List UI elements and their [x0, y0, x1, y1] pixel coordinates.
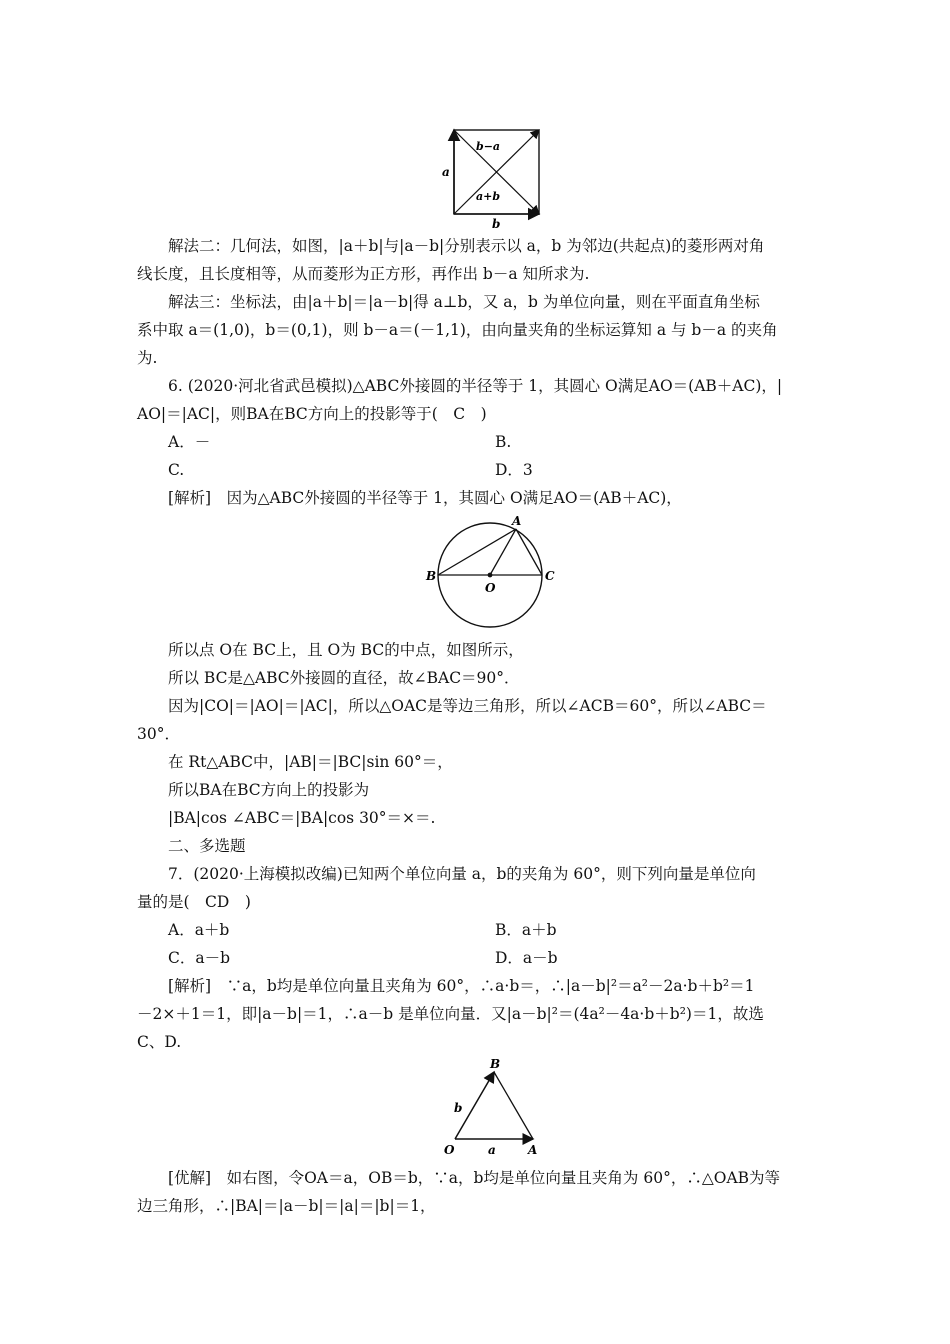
point-label-b: B	[426, 569, 437, 583]
question-6-analysis-line-7: 所以BA在BC方向上的投影为	[168, 781, 370, 799]
side-label-a: a	[442, 165, 450, 179]
question-6-analysis-line-8: |BA|cos ∠ABC＝|BA|cos 30°＝×＝.	[168, 809, 436, 827]
point-label-c: C	[545, 569, 555, 583]
section-heading-multiple-choice: 二、多选题	[168, 837, 246, 855]
question-7-analysis-line-3: C、D.	[137, 1033, 182, 1051]
chord-ba	[438, 529, 516, 575]
question-7-option-b: B．a＋b	[495, 921, 557, 939]
solution-two-line-1: 解法二：几何法，如图，|a＋b|与|a－b|分别表示以 a，b 为邻边(共起点)的菱形两对角	[168, 237, 765, 255]
point-label-a: A	[528, 1143, 538, 1157]
question-6-option-b: B.	[495, 433, 512, 451]
diag-label-a-plus-b: a+b	[476, 190, 501, 203]
side-label-a: a	[488, 1143, 496, 1157]
question-7-analysis-line-1: [解析] ∵a，b均是单位向量且夹角为 60°，∴a·b＝，∴|a－b|²＝a²－2a·b＋b²＝1	[168, 977, 755, 995]
side-label-b: b	[492, 217, 501, 230]
question-6-line-2: AO|＝|AC|，则BA在BC方向上的投影等于( C )	[137, 405, 487, 423]
question-7-option-d: D．a－b	[495, 949, 558, 967]
question-6-analysis-line-5: 30°．	[137, 725, 180, 743]
circumcircle-figure	[420, 512, 562, 632]
point-label-o: O	[485, 581, 496, 595]
question-7-alt-solution-line-1: [优解] 如右图，令OA＝a，OB＝b，∵a，b均是单位向量且夹角为 60°，∴△OAB为等	[168, 1169, 781, 1187]
question-6-analysis-line-3: 所以 BC是△ABC外接圆的直径，故∠BAC＝90°．	[168, 669, 520, 687]
question-7-option-a: A．a＋b	[168, 921, 230, 939]
solution-three-line-2: 系中取 a＝(1,0)，b＝(0,1)，则 b－a＝(－1,1)，由向量夹角的坐标运算知 a 与 b－a 的夹角	[137, 321, 778, 339]
question-6-analysis-line-1: [解析] 因为△ABC外接圆的半径等于 1，其圆心 O满足AO＝(AB＋AC)，	[168, 489, 682, 507]
question-6-analysis-line-4: 因为|CO|＝|AO|＝|AC|，所以△OAC是等边三角形，所以∠ACB＝60°，所以∠ABC＝	[168, 697, 767, 715]
question-6-line-1: 6. (2020·河北省武邑模拟)△ABC外接圆的半径等于 1，其圆心 O满足AO＝(AB＋AC)，|	[168, 377, 783, 395]
question-6-option-a: A．－	[168, 433, 211, 451]
question-6-option-d: D．3	[495, 461, 533, 479]
point-label-o: O	[444, 1143, 455, 1157]
radius-ao	[490, 529, 516, 575]
square-vector-figure	[436, 122, 556, 230]
chord-ac	[516, 529, 542, 575]
question-7-alt-solution-line-2: 边三角形，∴|BA|＝|a－b|＝|a|＝|b|＝1，	[137, 1197, 436, 1215]
point-label-b: B	[490, 1057, 501, 1071]
question-6-analysis-line-6: 在 Rt△ABC中，|AB|＝|BC|sin 60°＝，	[168, 753, 453, 771]
solution-three-line-3: 为.	[137, 349, 158, 367]
center-point	[488, 573, 493, 578]
segment-ba	[494, 1072, 533, 1139]
diag-label-b-minus-a: b−a	[476, 140, 501, 153]
question-7-option-c: C．a－b	[168, 949, 231, 967]
side-label-b: b	[454, 1101, 463, 1115]
question-7-line-1: 7．(2020·上海模拟改编)已知两个单位向量 a，b的夹角为 60°，则下列向量是单位向	[168, 865, 756, 883]
question-7-analysis-line-2: －2×＋1＝1，即|a－b|＝1，∴a－b 是单位向量．又|a－b|²＝(4a²－4a·b＋b²)＝1，故选	[137, 1005, 764, 1023]
question-6-option-c: C.	[168, 461, 185, 479]
question-7-line-2: 量的是( CD )	[137, 893, 251, 911]
triangle-vector-figure	[440, 1056, 550, 1158]
question-6-analysis-line-2: 所以点 O在 BC上，且 O为 BC的中点，如图所示，	[168, 641, 524, 659]
point-label-a: A	[512, 514, 522, 528]
solution-three-line-1: 解法三：坐标法，由|a＋b|＝|a－b|得 a⊥b，又 a，b 为单位向量，则在平面直角坐标	[168, 293, 760, 311]
solution-two-line-2: 线长度，且长度相等，从而菱形为正方形，再作出 b－a 知所求为.	[137, 265, 590, 283]
